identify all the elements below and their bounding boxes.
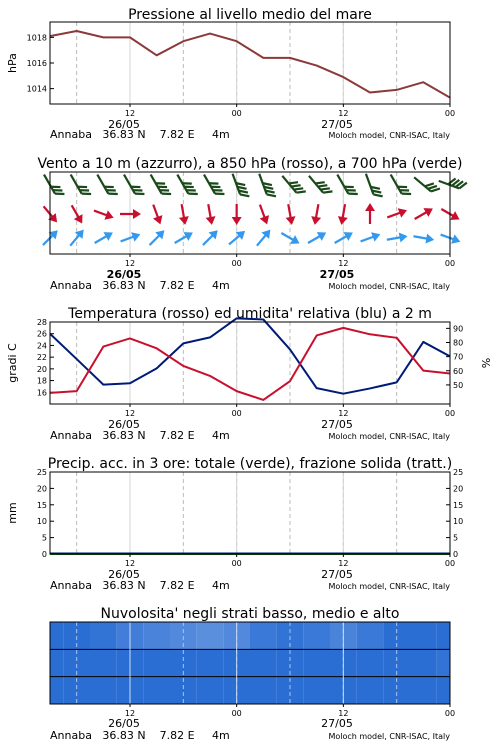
wind-arrow-head	[343, 228, 355, 241]
temp-rh-y2-tick-label: 50	[453, 380, 464, 390]
wind-barb	[151, 171, 171, 198]
wind-barb	[177, 203, 190, 225]
wind-arrow-head	[425, 234, 435, 245]
wind-barb	[259, 171, 276, 199]
cloud-cell	[90, 622, 117, 649]
wind-frame	[50, 172, 450, 254]
cloud-cell	[90, 649, 117, 676]
pressure-x-tick-label: 12	[124, 109, 136, 118]
wind-location: Annaba 36.83 N 7.82 E 4m	[50, 279, 230, 292]
temp-rh-y2-tick-label: 60	[453, 366, 464, 376]
wind-arrow-head	[183, 228, 195, 241]
wind-date-label: 27/05	[319, 268, 355, 281]
pressure-location: Annaba 36.83 N 7.82 E 4m	[50, 128, 230, 141]
wind-barb	[365, 203, 375, 224]
wind-barb	[413, 231, 435, 244]
wind-x-tick-label: 12	[124, 259, 136, 268]
cloud-cell	[197, 677, 224, 704]
clouds-date-label: 27/05	[321, 717, 353, 730]
precip-y2-tick-label: 20	[453, 484, 464, 494]
wind-arrow-head	[399, 231, 409, 242]
cloud-cell	[303, 622, 330, 649]
temp-rh-y-tick-label: 16	[36, 388, 47, 398]
wind-barb	[282, 171, 305, 197]
temp-rh-y2-tick-label: 70	[453, 352, 464, 362]
cloud-cell	[197, 622, 224, 649]
pressure-y-tick-label: 1018	[26, 33, 47, 43]
precip-date-label: 26/05	[108, 568, 140, 581]
precip-x-tick-label: 00	[444, 559, 456, 568]
temp-rh-x-tick-label: 12	[338, 409, 349, 418]
clouds-title: Nuvolosita' negli strati basso, medio e alto	[100, 606, 400, 622]
wind-barb	[309, 171, 332, 197]
pressure-credit: Moloch model, CNR-ISAC, Italy	[328, 131, 450, 140]
precip-y-tick-label: 20	[36, 484, 47, 494]
temp-rh-date-label: 26/05	[108, 418, 140, 431]
cloud-cell	[90, 677, 117, 704]
temp-rh-credit: Moloch model, CNR-ISAC, Italy	[328, 432, 450, 441]
cloud-cell	[357, 677, 384, 704]
precip-y2-tick-label: 25	[453, 468, 464, 477]
pressure-line	[50, 31, 450, 98]
temp-rh-axis-label: gradi C	[6, 343, 19, 383]
wind-x-tick-label: 00	[231, 259, 242, 268]
wind-title: Vento a 10 m (azzurro), a 850 hPa (rosso), a 700 hPa (verde)	[37, 156, 463, 172]
wind-barb	[253, 226, 274, 249]
wind-credit: Moloch model, CNR-ISAC, Italy	[328, 282, 450, 291]
cloud-cell	[410, 677, 437, 704]
precip-y-tick-label: 0	[41, 550, 47, 559]
wind-arrow-head	[133, 209, 141, 219]
pressure-y-tick-label: 1016	[26, 59, 47, 68]
wind-arrow-head	[286, 216, 297, 226]
temp-rh-date-label: 27/05	[321, 418, 353, 431]
humidity-line	[50, 318, 450, 393]
temp-rh-title: Temperatura (rosso) ed umidita' relativa (blu) a 2 m	[68, 306, 432, 322]
wind-barb	[414, 171, 440, 194]
pressure-frame	[50, 22, 450, 104]
wind-x-tick-label: 00	[444, 259, 456, 268]
pressure-date-label: 27/05	[321, 118, 353, 131]
temp-rh-x-tick-label: 00	[231, 409, 242, 418]
pressure-title: Pressione al livello medio del mare	[128, 7, 372, 23]
clouds-date-label: 26/05	[108, 717, 140, 730]
wind-arrow-head	[450, 211, 462, 224]
wind-arrow-head	[206, 216, 217, 226]
wind-barb	[306, 228, 329, 247]
wind-barb	[199, 227, 221, 249]
cloud-cell	[50, 649, 63, 676]
precip-title: Precip. acc. in 3 ore: totale (verde), frazione solida (tratt.)	[47, 456, 453, 472]
precip-axis-label: mm	[6, 502, 19, 524]
pressure-axis-label: hPa	[6, 53, 19, 73]
precip-y2-tick-label: 5	[453, 533, 459, 543]
wind-barb	[97, 171, 117, 198]
wind-arrow-head	[451, 234, 462, 246]
cloud-cell	[437, 622, 450, 649]
cloud-cell	[410, 622, 437, 649]
clouds-x-tick-label: 00	[444, 709, 456, 718]
cloud-cell	[250, 622, 277, 649]
cloud-cell	[303, 677, 330, 704]
wind-barb	[204, 171, 224, 198]
pressure-date-label: 26/05	[108, 118, 140, 131]
cloud-cell	[357, 622, 384, 649]
wind-arrow-head	[371, 230, 382, 242]
temp-rh-frame	[50, 322, 450, 404]
wind-barb	[177, 171, 197, 198]
clouds-x-tick-label: 00	[231, 709, 242, 718]
wind-barb	[255, 203, 272, 226]
wind-x-tick-label: 12	[338, 259, 349, 268]
wind-date-label: 26/05	[106, 268, 142, 281]
precip-y-tick-label: 5	[41, 533, 47, 543]
clouds-x-tick-label: 12	[124, 709, 136, 718]
wind-arrow-head	[104, 210, 115, 222]
precip-y2-tick-label: 15	[453, 500, 464, 510]
cloud-cell	[303, 649, 330, 676]
wind-barb	[92, 228, 115, 247]
temp-rh-y2-tick-label: 80	[453, 338, 464, 348]
precip-x-tick-label: 12	[124, 559, 136, 568]
precip-frame	[50, 472, 450, 554]
pressure-x-tick-label: 00	[444, 109, 456, 118]
precip-date-label: 27/05	[321, 568, 353, 581]
wind-arrow-head	[153, 215, 165, 226]
wind-barb	[412, 204, 435, 223]
temp-rh-y-tick-label: 18	[36, 376, 47, 386]
temp-rh-y-tick-label: 22	[36, 353, 47, 363]
temperature-line	[50, 328, 450, 400]
cloud-cell	[410, 649, 437, 676]
wind-barb	[149, 203, 166, 226]
temp-rh-x-tick-label: 12	[124, 409, 136, 418]
temp-rh-y-tick-label: 26	[36, 329, 47, 339]
temp-rh-y-tick-label: 24	[36, 341, 47, 351]
cloud-cell	[143, 677, 170, 704]
temp-rh-axis-label: %	[480, 357, 493, 369]
wind-barb	[310, 203, 323, 225]
precip-y-tick-label: 15	[36, 500, 47, 510]
precip-y2-tick-label: 0	[453, 550, 459, 559]
precip-credit: Moloch model, CNR-ISAC, Italy	[328, 582, 450, 591]
cloud-cell	[250, 677, 277, 704]
wind-barb	[71, 171, 91, 198]
wind-arrow-head	[260, 215, 272, 226]
temp-rh-y-tick-label: 28	[36, 318, 47, 327]
wind-arrow-head	[310, 216, 321, 226]
clouds-location: Annaba 36.83 N 7.82 E 4m	[50, 729, 230, 742]
cloud-cell	[143, 649, 170, 676]
wind-barb	[337, 171, 357, 198]
cloud-cell	[437, 677, 450, 704]
cloud-cell	[50, 677, 63, 704]
wind-arrow-head	[103, 228, 115, 241]
cloud-cell	[50, 622, 63, 649]
wind-arrow-head	[232, 217, 242, 225]
wind-arrow-head	[179, 216, 190, 226]
wind-barb	[146, 227, 168, 249]
precip-x-tick-label: 12	[338, 559, 349, 568]
pressure-y-tick-label: 1014	[26, 84, 47, 94]
wind-arrow-head	[336, 216, 347, 226]
wind-barb	[203, 203, 216, 225]
cloud-cell	[197, 649, 224, 676]
pressure-x-tick-label: 00	[231, 109, 242, 118]
wind-arrow-head	[317, 228, 329, 241]
cloud-cell	[143, 622, 170, 649]
wind-barb	[283, 203, 296, 225]
wind-barb	[124, 171, 144, 198]
wind-barb	[232, 204, 242, 225]
clouds-x-tick-label: 12	[338, 709, 349, 718]
wind-barb	[233, 171, 250, 199]
temp-rh-y-tick-label: 20	[36, 364, 47, 374]
wind-barb	[359, 230, 382, 247]
wind-barb	[92, 206, 115, 223]
wind-arrow-head	[365, 203, 375, 211]
wind-arrow-head	[398, 206, 409, 218]
wind-barb	[44, 171, 64, 198]
precip-location: Annaba 36.83 N 7.82 E 4m	[50, 579, 230, 592]
wind-arrow-head	[74, 214, 87, 226]
wind-arrow-head	[290, 235, 302, 248]
wind-arrow-head	[131, 230, 142, 242]
precip-x-tick-label: 00	[231, 559, 242, 568]
wind-arrow-head	[423, 204, 435, 217]
temp-rh-y2-tick-label: 90	[453, 324, 464, 334]
cloud-cell	[250, 649, 277, 676]
cloud-cell	[357, 649, 384, 676]
temp-rh-x-tick-label: 00	[444, 409, 456, 418]
cloud-cell	[437, 649, 450, 676]
wind-barb	[391, 171, 411, 198]
wind-barb	[439, 173, 467, 190]
precip-y-tick-label: 25	[36, 468, 47, 477]
temp-rh-location: Annaba 36.83 N 7.82 E 4m	[50, 429, 230, 442]
clouds-credit: Moloch model, CNR-ISAC, Italy	[328, 732, 450, 741]
wind-barb	[366, 171, 383, 199]
precip-y-tick-label: 10	[36, 517, 47, 527]
pressure-x-tick-label: 12	[338, 109, 349, 118]
precip-y2-tick-label: 10	[453, 517, 464, 527]
